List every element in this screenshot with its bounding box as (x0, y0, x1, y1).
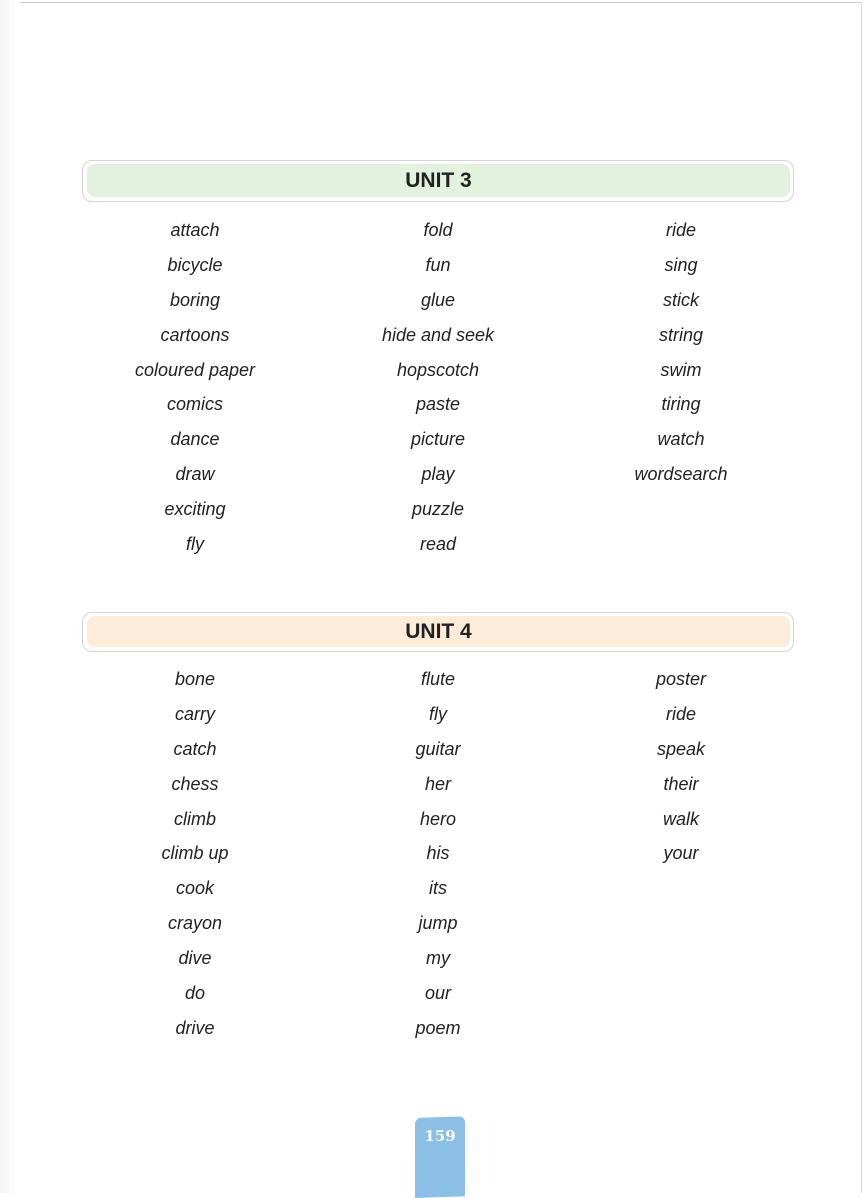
vocabulary-word: picture (410, 429, 466, 450)
vocabulary-word: watch (657, 429, 705, 450)
unit-4-title: UNIT 4 (87, 616, 790, 647)
vocabulary-word: fun (425, 254, 451, 275)
vocabulary-word: climb (173, 808, 216, 829)
vocabulary-word: speak (656, 738, 706, 759)
vocabulary-word: fly (429, 703, 447, 724)
vocabulary-word: puzzle (411, 499, 465, 520)
vocabulary-word: glue (420, 289, 456, 310)
page-binding-shadow (0, 0, 18, 1193)
vocabulary-word: do (184, 983, 206, 1004)
unit-3-column-1 (75, 213, 315, 562)
unit-3-header (82, 160, 794, 202)
unit-4-column-2 (318, 662, 558, 1046)
page-number: 159 (424, 1127, 456, 1145)
vocabulary-word: hide and seek (381, 324, 495, 345)
vocabulary-word: sing (664, 254, 698, 275)
page-right-edge (861, 2, 862, 1193)
vocabulary-word: ride (665, 220, 696, 240)
vocabulary-word: hopscotch (396, 359, 480, 380)
vocabulary-word: swim (660, 359, 702, 380)
vocabulary-word: guitar (415, 738, 461, 759)
vocabulary-word: flute (420, 669, 456, 689)
vocabulary-word: stick (663, 289, 699, 310)
vocabulary-word: exciting (164, 499, 226, 520)
vocabulary-word: comics (166, 394, 223, 415)
unit-4-column-1 (75, 662, 315, 1046)
vocabulary-word: our (424, 983, 451, 1004)
unit-4-column-3 (561, 662, 801, 871)
vocabulary-word: bone (174, 669, 216, 689)
vocabulary-word: poem (415, 1017, 461, 1038)
vocabulary-word: their (663, 773, 699, 794)
vocabulary-word: chess (171, 773, 219, 794)
vocabulary-word: poster (655, 669, 707, 689)
vocabulary-word: cook (175, 878, 215, 899)
unit-3-title: UNIT 3 (87, 164, 790, 197)
unit-4-header (82, 612, 794, 652)
vocabulary-word: ride (665, 703, 696, 724)
vocabulary-word: fold (423, 220, 453, 240)
vocabulary-word: jump (418, 913, 458, 934)
vocabulary-word: catch (173, 738, 217, 759)
vocabulary-word: its (429, 878, 447, 899)
vocabulary-word: coloured paper (134, 359, 256, 380)
vocabulary-word: string (658, 324, 703, 345)
vocabulary-word: her (424, 773, 451, 794)
unit-3-column-3 (561, 213, 801, 492)
unit-3-column-2 (318, 213, 558, 562)
vocabulary-word: his (426, 843, 450, 864)
vocabulary-word: dive (178, 948, 212, 969)
vocabulary-word: fly (186, 534, 204, 555)
vocabulary-word: read (419, 534, 457, 555)
vocabulary-word: walk (662, 808, 699, 829)
vocabulary-word: attach (170, 220, 220, 240)
vocabulary-word: hero (419, 808, 457, 829)
vocabulary-word: tiring (661, 394, 701, 415)
vocabulary-word: crayon (167, 913, 223, 934)
vocabulary-word: play (421, 464, 455, 485)
vocabulary-word: dance (170, 429, 220, 450)
vocabulary-word: wordsearch (634, 464, 728, 485)
vocabulary-word: carry (175, 703, 215, 724)
vocabulary-word: my (426, 948, 450, 969)
vocabulary-word: bicycle (167, 254, 223, 275)
vocabulary-word: drive (175, 1017, 215, 1038)
vocabulary-word: your (663, 843, 699, 864)
vocabulary-word: cartoons (160, 324, 230, 345)
vocabulary-word: boring (169, 289, 221, 310)
vocabulary-word: climb up (161, 843, 229, 864)
vocabulary-word: paste (415, 394, 461, 415)
page-top-edge (20, 2, 862, 3)
vocabulary-word: draw (175, 464, 215, 485)
